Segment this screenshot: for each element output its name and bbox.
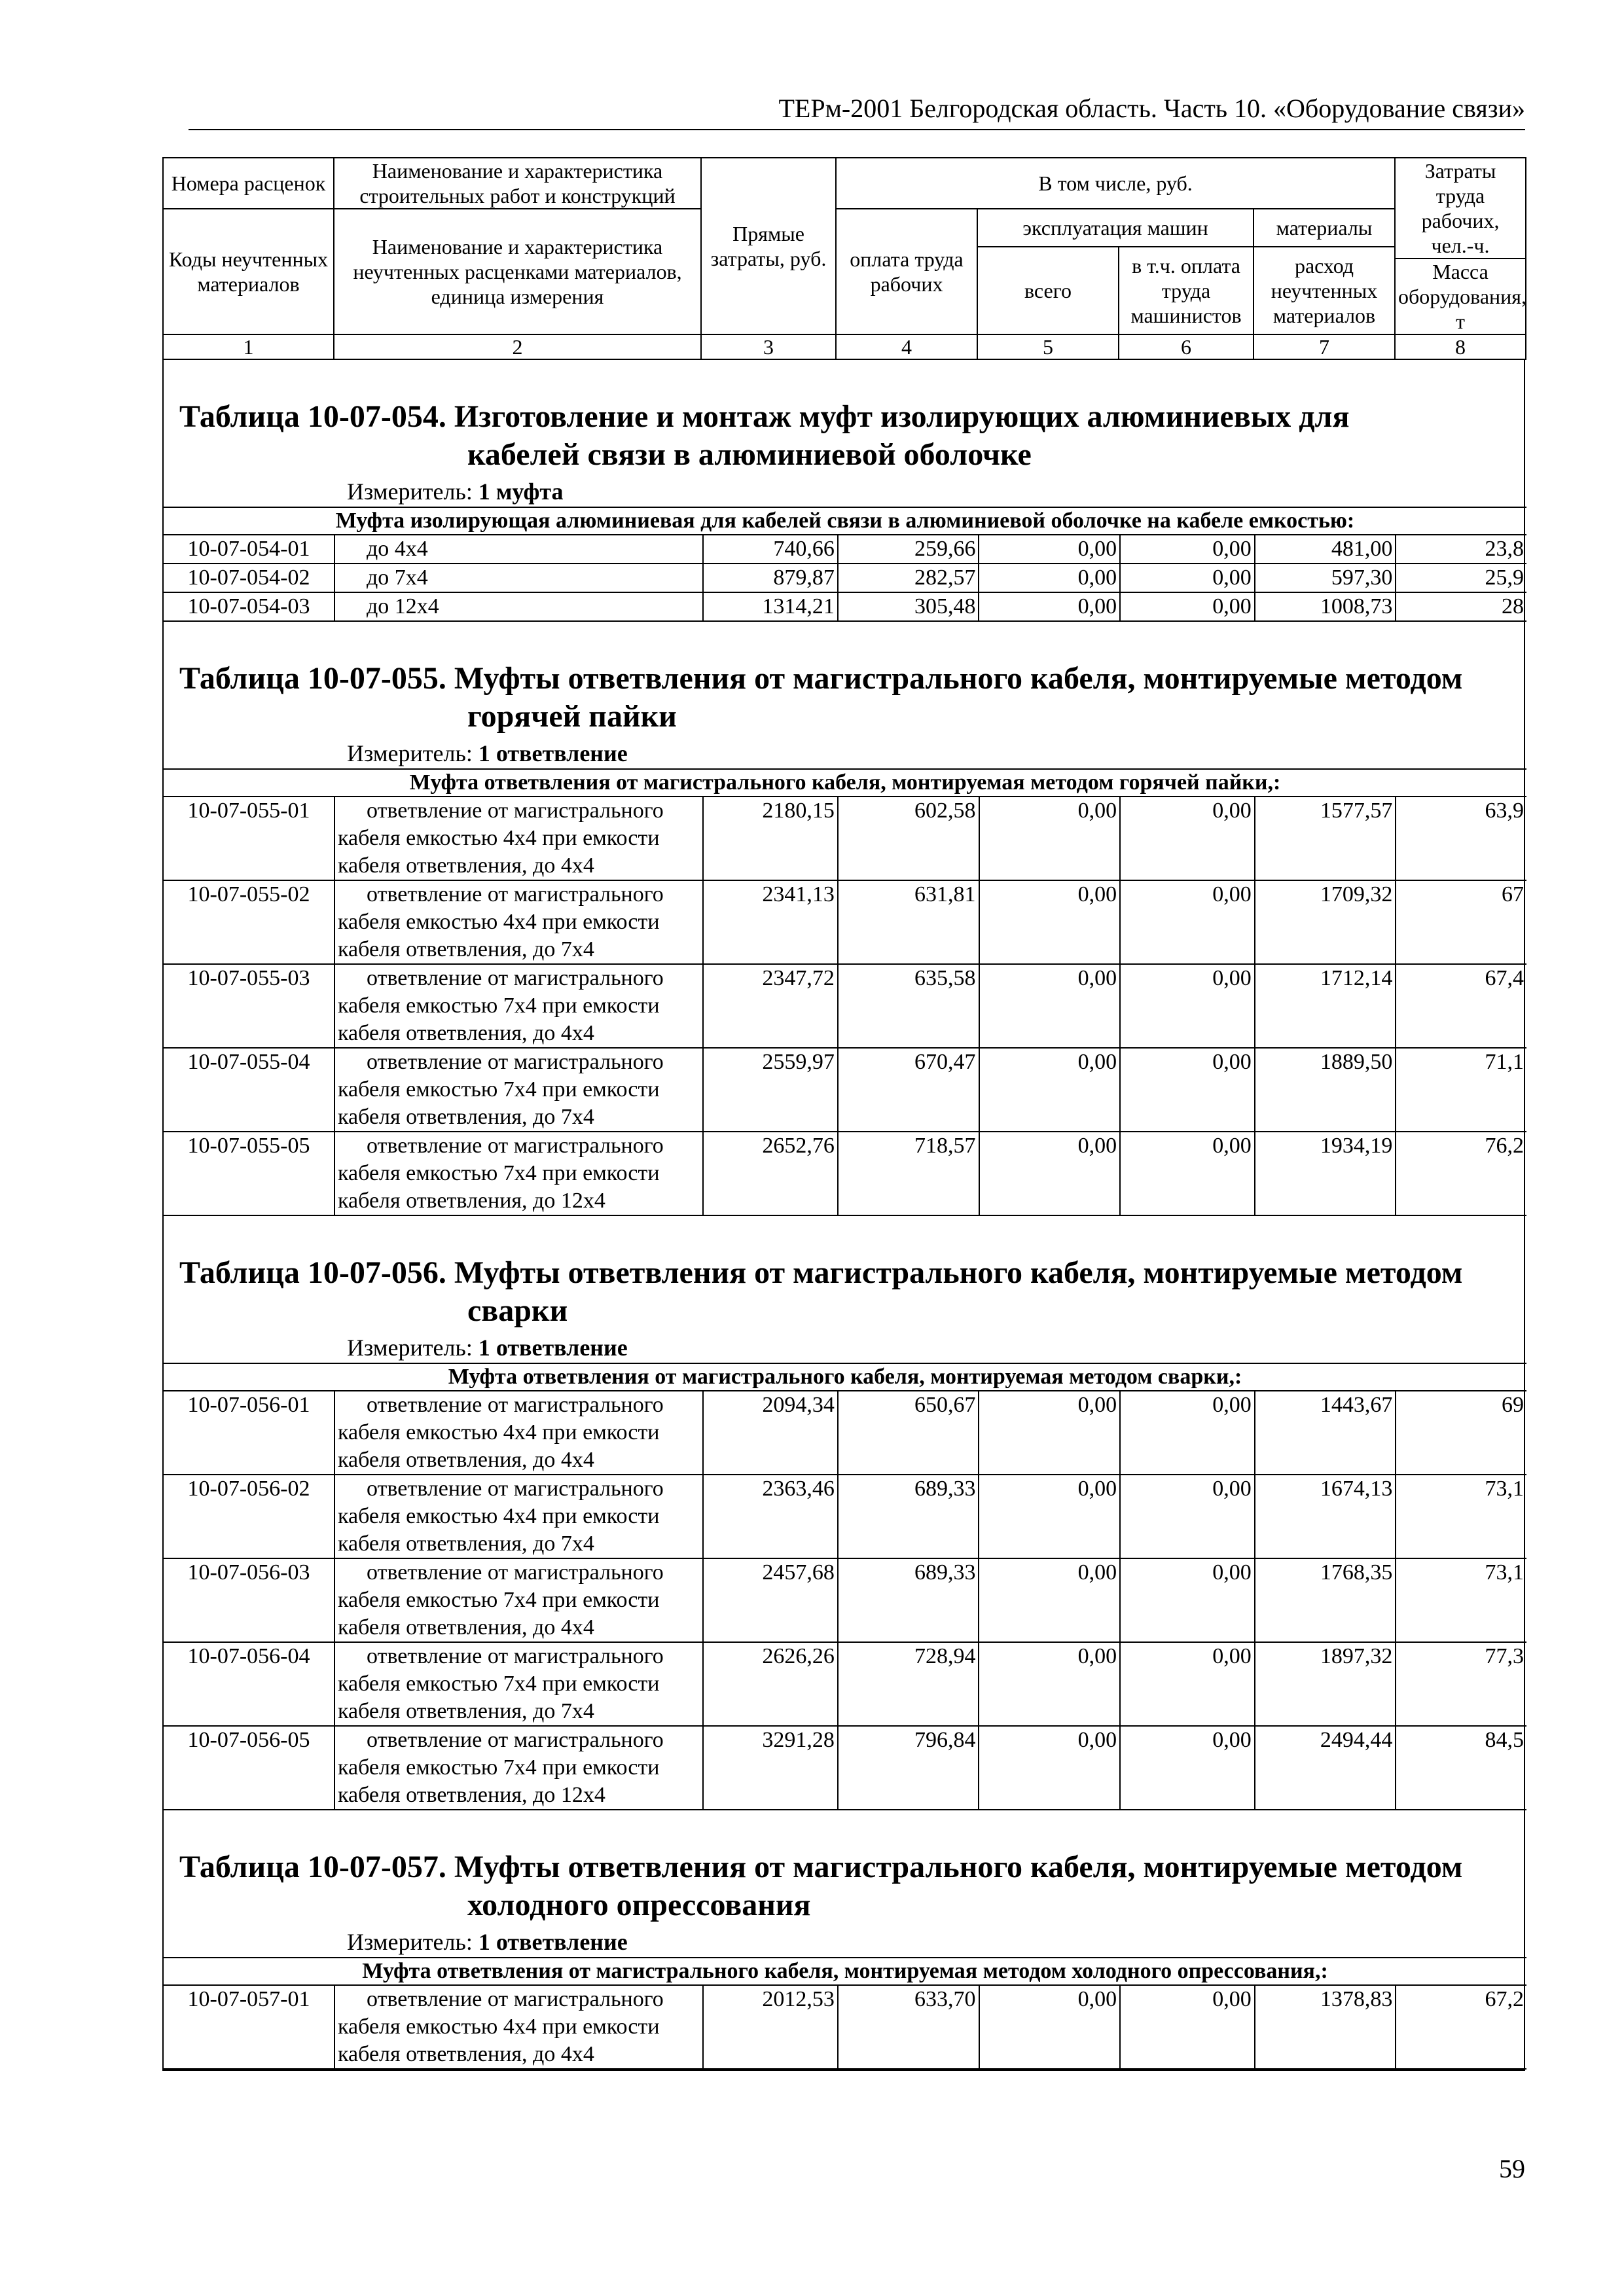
column-number-row xyxy=(163,334,1526,359)
work-description xyxy=(334,592,703,621)
direct-costs-value: 2180,15 xyxy=(703,797,838,880)
description-line: кабеля емкостью 7х4 при емкости xyxy=(338,1161,660,1185)
section-title-line2: холодного опрессования xyxy=(467,1888,811,1922)
description-line: кабеля ответвления, до 4х4 xyxy=(338,853,594,878)
rate-code: 10-07-054-01 xyxy=(164,535,334,564)
unit-label: Измеритель: xyxy=(347,1929,473,1955)
materials-value: 1577,57 xyxy=(1255,797,1396,880)
unit-value: 1 муфта xyxy=(478,478,564,505)
work-description xyxy=(334,1642,703,1726)
page-number: 59 xyxy=(1499,2154,1525,2183)
description-line: ответвление от магистрального xyxy=(367,966,664,990)
description-line: кабеля емкостью 7х4 при емкости xyxy=(337,1755,660,1780)
head-work-name: Наименование и характеристика строительных работ и конструкций xyxy=(334,158,701,209)
description-line: кабеля емкостью 7х4 при емкости xyxy=(338,994,660,1018)
description-line: ответвление от магистрального xyxy=(367,1134,664,1158)
direct-costs-value: 3291,28 xyxy=(703,1726,838,1810)
materials-value: 1889,50 xyxy=(1255,1048,1396,1132)
description-line: ответвление от магистрального xyxy=(367,1050,664,1074)
table-row xyxy=(164,797,1526,880)
rate-code: 10-07-055-01 xyxy=(164,797,334,880)
section-title-line2: горячей пайки xyxy=(467,699,677,734)
direct-costs-value: 2559,97 xyxy=(703,1048,838,1132)
head-rate-numbers: Номера расценок xyxy=(163,158,334,209)
section-title xyxy=(164,360,1524,474)
worker-pay-value: 259,66 xyxy=(838,535,979,564)
unit-label: Измеритель: xyxy=(347,740,473,766)
head-materials: материалы xyxy=(1254,209,1395,247)
description-line: ответвление от магистрального xyxy=(366,1393,664,1417)
operator-pay-value: 0,00 xyxy=(1120,535,1255,564)
table-row xyxy=(164,1391,1526,1475)
labor-costs-value: 77,3 xyxy=(1396,1642,1526,1726)
work-description xyxy=(334,564,703,592)
column-number: 4 xyxy=(836,334,977,359)
description-line: кабеля емкостью 7х4 при емкости xyxy=(338,1077,660,1102)
column-number: 8 xyxy=(1395,334,1526,359)
rate-code: 10-07-056-04 xyxy=(164,1642,334,1726)
operator-pay-value: 0,00 xyxy=(1120,1985,1255,2069)
labor-costs-value: 28 xyxy=(1396,592,1526,621)
work-description xyxy=(334,1985,703,2069)
direct-costs-value: 2457,68 xyxy=(703,1558,838,1642)
materials-value: 1934,19 xyxy=(1255,1132,1396,1215)
operator-pay-value: 0,00 xyxy=(1120,1726,1255,1810)
measurement-unit xyxy=(164,736,1524,768)
section-title-line1: Таблица 10-07-055. Муфты ответвления от магистрального кабеля, монтируемые методом xyxy=(179,661,1463,696)
description-line: кабеля ответвления, до 4х4 xyxy=(338,2042,594,2066)
section-title-line2: кабелей связи в алюминиевой оболочке xyxy=(467,437,1032,472)
column-number: 5 xyxy=(977,334,1119,359)
table-row xyxy=(164,535,1526,564)
worker-pay-value: 635,58 xyxy=(838,964,979,1048)
labor-costs-value: 69 xyxy=(1396,1391,1526,1475)
rate-table-section xyxy=(164,360,1524,622)
table-row xyxy=(164,1048,1526,1132)
worker-pay-value: 728,94 xyxy=(838,1642,979,1726)
labor-costs-value: 25,9 xyxy=(1396,564,1526,592)
worker-pay-value: 282,57 xyxy=(838,564,979,592)
rate-code: 10-07-056-05 xyxy=(164,1726,334,1810)
operator-pay-value: 0,00 xyxy=(1120,592,1255,621)
head-labor-costs: Затраты труда рабочих, чел.-ч. xyxy=(1395,158,1526,259)
description-line: кабеля емкостью 4х4 при емкости xyxy=(338,910,660,934)
direct-costs-value: 2652,76 xyxy=(703,1132,838,1215)
materials-value: 481,00 xyxy=(1255,535,1396,564)
rate-table-section xyxy=(164,1216,1524,1810)
direct-costs-value: 1314,21 xyxy=(703,592,838,621)
unit-value: 1 ответвление xyxy=(478,740,628,766)
description-line: кабеля емкостью 7х4 при емкости xyxy=(337,1672,660,1696)
direct-costs-value: 2094,34 xyxy=(703,1391,838,1475)
description-line: кабеля емкостью 4х4 при емкости xyxy=(338,2015,660,2039)
direct-costs-value: 740,66 xyxy=(703,535,838,564)
running-header: ТЕРм-2001 Белгородская область. Часть 10. «Оборудование связи» xyxy=(778,94,1525,123)
unit-value: 1 ответвление xyxy=(478,1335,628,1361)
table-row xyxy=(164,1558,1526,1642)
column-number: 2 xyxy=(334,334,701,359)
machine-total-value: 0,00 xyxy=(979,1475,1120,1558)
head-unaccounted-materials: расход неучтенных материалов xyxy=(1254,247,1395,334)
worker-pay-value: 633,70 xyxy=(838,1985,979,2069)
description-line: ответвление от магистрального xyxy=(366,1560,664,1585)
description-line: кабеля ответвления, до 12х4 xyxy=(337,1783,605,1807)
direct-costs-value: 2012,53 xyxy=(703,1985,838,2069)
table-row xyxy=(164,1475,1526,1558)
section-title-line1: Таблица 10-07-057. Муфты ответвления от магистрального кабеля, монтируемые методом xyxy=(179,1850,1463,1884)
description-line: ответвление от магистрального xyxy=(367,1987,664,2011)
operator-pay-value: 0,00 xyxy=(1120,1391,1255,1475)
materials-value: 1378,83 xyxy=(1255,1985,1396,2069)
direct-costs-value: 2347,72 xyxy=(703,964,838,1048)
labor-costs-value: 67 xyxy=(1396,880,1526,964)
head-equipment-mass: Масса оборудования, т xyxy=(1395,259,1526,334)
work-description xyxy=(334,1558,703,1642)
work-description xyxy=(334,1132,703,1215)
table-row xyxy=(164,880,1526,964)
materials-value: 597,30 xyxy=(1255,564,1396,592)
description-line: до 7х4 xyxy=(366,565,428,590)
worker-pay-value: 718,57 xyxy=(838,1132,979,1215)
operator-pay-value: 0,00 xyxy=(1120,1642,1255,1726)
group-subheader: Муфта ответвления от магистрального кабеля, монтируемая методом горячей пайки,: xyxy=(164,769,1526,797)
description-line: кабеля ответвления, до 7х4 xyxy=(337,1532,594,1556)
work-description xyxy=(334,535,703,564)
section-title xyxy=(164,1810,1524,1924)
operator-pay-value: 0,00 xyxy=(1120,1132,1255,1215)
worker-pay-value: 689,33 xyxy=(838,1475,979,1558)
operator-pay-value: 0,00 xyxy=(1120,880,1255,964)
head-material-codes: Коды неучтенных материалов xyxy=(163,209,334,334)
work-description xyxy=(334,1475,703,1558)
description-line: ответвление от магистрального xyxy=(366,1477,664,1501)
table-row xyxy=(164,1132,1526,1215)
worker-pay-value: 689,33 xyxy=(838,1558,979,1642)
column-number: 3 xyxy=(701,334,836,359)
work-description xyxy=(334,964,703,1048)
description-line: кабеля ответвления, до 4х4 xyxy=(337,1448,594,1472)
operator-pay-value: 0,00 xyxy=(1120,1048,1255,1132)
description-line: до 4х4 xyxy=(366,537,428,561)
operator-pay-value: 0,00 xyxy=(1120,797,1255,880)
work-description xyxy=(334,797,703,880)
labor-costs-value: 76,2 xyxy=(1396,1132,1526,1215)
labor-costs-value: 67,4 xyxy=(1396,964,1526,1048)
labor-costs-value: 73,1 xyxy=(1396,1558,1526,1642)
operator-pay-value: 0,00 xyxy=(1120,1475,1255,1558)
section-title xyxy=(164,622,1524,736)
description-line: ответвление от магистрального xyxy=(366,1728,664,1752)
description-line: кабеля емкостью 4х4 при емкости xyxy=(338,826,660,850)
worker-pay-value: 602,58 xyxy=(838,797,979,880)
materials-value: 1897,32 xyxy=(1255,1642,1396,1726)
section-title-line1: Таблица 10-07-056. Муфты ответвления от магистрального кабеля, монтируемые методом xyxy=(179,1255,1463,1290)
section-title-line2: сварки xyxy=(467,1293,568,1328)
column-number: 6 xyxy=(1119,334,1254,359)
operator-pay-value: 0,00 xyxy=(1120,964,1255,1048)
description-line: кабеля ответвления, до 4х4 xyxy=(337,1615,594,1640)
work-description xyxy=(334,880,703,964)
head-including: В том числе, руб. xyxy=(836,158,1395,209)
rate-code: 10-07-055-05 xyxy=(164,1132,334,1215)
labor-costs-value: 67,2 xyxy=(1396,1985,1526,2069)
table-row xyxy=(164,564,1526,592)
description-line: кабеля емкостью 7х4 при емкости xyxy=(337,1588,660,1612)
table-row xyxy=(164,964,1526,1048)
measurement-unit xyxy=(164,1330,1524,1363)
machine-total-value: 0,00 xyxy=(979,564,1120,592)
operator-pay-value: 0,00 xyxy=(1120,564,1255,592)
materials-value: 1712,14 xyxy=(1255,964,1396,1048)
machine-total-value: 0,00 xyxy=(979,1048,1121,1132)
section-title-line1: Таблица 10-07-054. Изготовление и монтаж муфт изолирующих алюминиевых для xyxy=(179,399,1350,434)
unit-value: 1 ответвление xyxy=(478,1929,628,1955)
rate-code: 10-07-055-04 xyxy=(164,1048,334,1132)
measurement-unit xyxy=(164,1924,1524,1957)
worker-pay-value: 650,67 xyxy=(838,1391,979,1475)
group-subheader: Муфта ответвления от магистрального кабеля, монтируемая методом сварки,: xyxy=(164,1363,1526,1391)
head-machine-operation: эксплуатация машин xyxy=(977,209,1254,247)
rate-table xyxy=(164,768,1526,1216)
table-row xyxy=(164,1726,1526,1810)
work-description xyxy=(334,1391,703,1475)
materials-value: 1674,13 xyxy=(1255,1475,1396,1558)
head-direct-costs: Прямые затраты, руб. xyxy=(701,158,836,334)
unit-label: Измеритель: xyxy=(347,478,473,505)
labor-costs-value: 71,1 xyxy=(1396,1048,1526,1132)
materials-value: 1008,73 xyxy=(1255,592,1396,621)
machine-total-value: 0,00 xyxy=(979,797,1121,880)
column-header-table xyxy=(162,157,1526,360)
machine-total-value: 0,00 xyxy=(979,964,1121,1048)
measurement-unit xyxy=(164,474,1524,507)
machine-total-value: 0,00 xyxy=(979,880,1121,964)
rate-code: 10-07-056-02 xyxy=(164,1475,334,1558)
machine-total-value: 0,00 xyxy=(979,1726,1120,1810)
description-line: кабеля ответвления, до 7х4 xyxy=(338,937,594,961)
header-rule xyxy=(189,129,1525,130)
description-line: кабеля ответвления, до 7х4 xyxy=(338,1105,594,1129)
rate-tables xyxy=(162,360,1525,2071)
labor-costs-value: 23,8 xyxy=(1396,535,1526,564)
description-line: кабеля ответвления, до 12х4 xyxy=(338,1189,605,1213)
description-line: кабеля ответвления, до 4х4 xyxy=(338,1021,594,1045)
direct-costs-value: 879,87 xyxy=(703,564,838,592)
rate-code: 10-07-057-01 xyxy=(164,1985,334,2069)
machine-total-value: 0,00 xyxy=(979,1132,1121,1215)
labor-costs-value: 73,1 xyxy=(1396,1475,1526,1558)
machine-total-value: 0,00 xyxy=(979,535,1120,564)
direct-costs-value: 2341,13 xyxy=(703,880,838,964)
description-line: кабеля ответвления, до 7х4 xyxy=(337,1699,594,1723)
direct-costs-value: 2363,46 xyxy=(703,1475,838,1558)
rate-code: 10-07-056-01 xyxy=(164,1391,334,1475)
direct-costs-value: 2626,26 xyxy=(703,1642,838,1726)
description-line: кабеля емкостью 4х4 при емкости xyxy=(337,1504,660,1528)
rate-table-section xyxy=(164,622,1524,1216)
operator-pay-value: 0,00 xyxy=(1120,1558,1255,1642)
rate-code: 10-07-056-03 xyxy=(164,1558,334,1642)
worker-pay-value: 670,47 xyxy=(838,1048,979,1132)
worker-pay-value: 305,48 xyxy=(838,592,979,621)
rate-table-section xyxy=(164,1810,1524,2070)
table-row xyxy=(164,1985,1526,2069)
materials-value: 1709,32 xyxy=(1255,880,1396,964)
unit-label: Измеритель: xyxy=(347,1335,473,1361)
materials-value: 1443,67 xyxy=(1255,1391,1396,1475)
rate-code: 10-07-055-03 xyxy=(164,964,334,1048)
column-number: 1 xyxy=(163,334,334,359)
machine-total-value: 0,00 xyxy=(979,1558,1120,1642)
rate-code: 10-07-055-02 xyxy=(164,880,334,964)
worker-pay-value: 796,84 xyxy=(838,1726,979,1810)
rate-table xyxy=(164,1957,1526,2070)
description-line: ответвление от магистрального xyxy=(367,882,664,906)
section-title xyxy=(164,1216,1524,1330)
description-line: до 12х4 xyxy=(366,594,439,619)
labor-costs-value: 84,5 xyxy=(1396,1726,1526,1810)
rate-code: 10-07-054-02 xyxy=(164,564,334,592)
rate-table xyxy=(164,1363,1526,1810)
head-worker-pay: оплата труда рабочих xyxy=(836,209,977,334)
labor-costs-value: 63,9 xyxy=(1396,797,1526,880)
machine-total-value: 0,00 xyxy=(979,592,1120,621)
table-row xyxy=(164,592,1526,621)
work-description xyxy=(334,1048,703,1132)
head-material-name: Наименование и характеристика неучтенных расценками материалов, единица измерения xyxy=(334,209,701,334)
group-subheader: Муфта изолирующая алюминиевая для кабелей связи в алюминиевой оболочке на кабеле емкостью: xyxy=(164,507,1526,535)
group-subheader: Муфта ответвления от магистрального кабеля, монтируемая методом холодного опрессования,: xyxy=(164,1958,1526,1985)
head-operator-pay: в т.ч. оплата труда машинистов xyxy=(1119,247,1254,334)
machine-total-value: 0,00 xyxy=(979,1391,1120,1475)
description-line: ответвление от магистрального xyxy=(367,798,664,823)
rate-code: 10-07-054-03 xyxy=(164,592,334,621)
rate-table xyxy=(164,507,1526,622)
table-row xyxy=(164,1642,1526,1726)
head-machine-total: всего xyxy=(977,247,1119,334)
machine-total-value: 0,00 xyxy=(979,1642,1120,1726)
machine-total-value: 0,00 xyxy=(979,1985,1121,2069)
column-number: 7 xyxy=(1254,334,1395,359)
description-line: кабеля емкостью 4х4 при емкости xyxy=(337,1420,660,1444)
description-line: ответвление от магистрального xyxy=(366,1644,664,1668)
materials-value: 1768,35 xyxy=(1255,1558,1396,1642)
worker-pay-value: 631,81 xyxy=(838,880,979,964)
document-body xyxy=(162,157,1525,2071)
work-description xyxy=(334,1726,703,1810)
materials-value: 2494,44 xyxy=(1255,1726,1396,1810)
